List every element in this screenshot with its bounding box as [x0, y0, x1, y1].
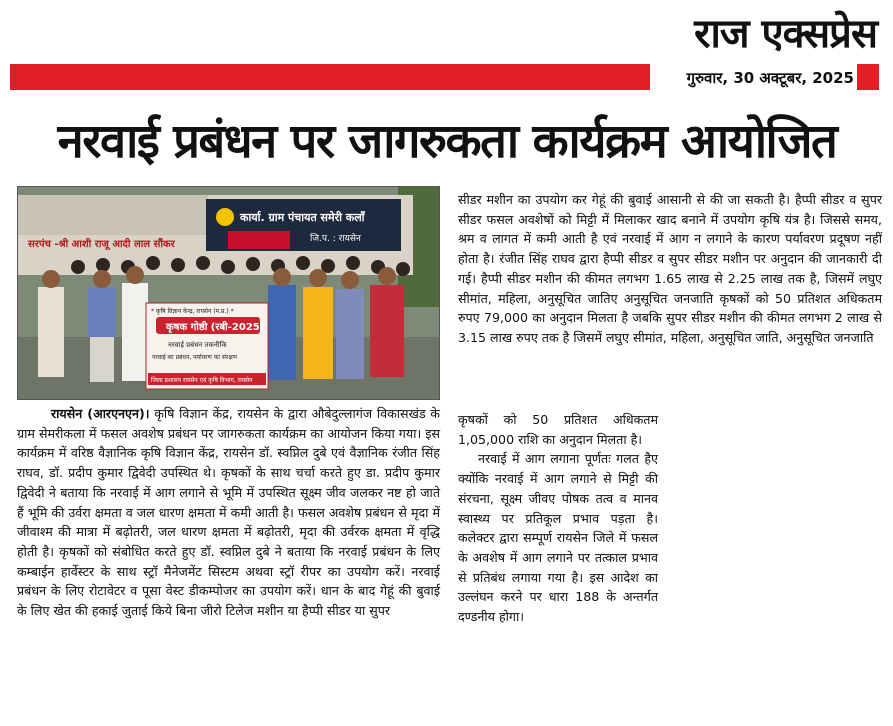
article-right-column-bottom: [458, 410, 658, 627]
article-subsidy-paragraph: कृषकों को 50 प्रतिशत अधिकतम 1,05,000 राशि का अनुदान मिलता है।: [458, 412, 658, 447]
article-left-text: कृषि विज्ञान केंद्र, रायसेन के द्वारा औबेदुल्लागंज विकासखंड के ग्राम सेमरीकला में फसल अवशेष प्रबंधन पर जागरुकता कार्यक्रम का आयोजन किया गया। इस कार्यक्रम में वरिष्ठ वैज्ञानिक कृषि विज्ञान केंद्र, रायसेन डॉ. स्वप्निल दुबे एवं वैज्ञानिक रंजीत सिंह राघव, डॉ. प्रदीप कुमार द्विवेदी उपस्थित थे। कृषकों के साथ चर्चा करते हुए डा. प्रदीप कुमार द्विवेदी ने बताया कि नरवाई में आग लगाने से भूमि में उपस्थित सूक्ष्म जीव जलकर नष्ट हो जाते हैं भूमि की उर्वरा क्षमता व जल धारण क्षमता में कमी आती है। फसल अवशेष प्रबंधन से मृदा में जीवाश्म की मात्रा में बढ़ोतरी, जल धारण क्षमता में बढ़ोतरी, मृदा की उर्वरक क्षमता में वृद्धि होती है। कृषकों को संबोधित करते हुए डॉ. स्वप्निल दुबे ने बताया कि नरवाई प्रबंधन के लिए कम्बाईन हार्वेस्टर के साथ स्ट्रॉ मैनेजमेंट सिस्टम अथवा स्ट्रॉ रीपर का उपयोग करें। नरवाई प्रबंधन के लिए रोटावेटर व पूसा वेस्ट डीकम्पोजर का उपयोग करें। धान के बाद गेहूं की बुवाई के लिए खेत की हकाई जुताई किये बिना जीरो टिलेज मशीन या हैप्पी सीडर या सुपर: [17, 406, 440, 619]
banner-title: कृषक गोष्ठी (रबी-2025): [166, 322, 265, 333]
article-photo: [17, 186, 440, 400]
masthead-logo: राज एक्सप्रेस: [694, 10, 877, 57]
building-sign-subtext: जि.प. : रायसेन: [310, 234, 361, 244]
article-left-column: [17, 404, 440, 621]
article-right-column-top: सीडर मशीन का उपयोग कर गेहूं की बुवाई आसानी से की जा सकती है। हैप्पी सीडर व सुपर सीडर फसल अवशेषों को मिट्टी में मिलाकर खाद बनाने में उपयोग कृषि यंत्र है। जिससे समय, श्रम व लागत में कमी आती है एवं नरवाई में आग न लगाने के कारण पर्यावरण प्रदूषण नहीं होता है। रंजीत सिंह राघव द्वारा हैप्पी सीडर व सुपर सीडर मशीन पर अनुदान की जानकारी दी गई। हैप्पी सीडर मशीन की कीमत लगभग 1.65 लाख से 2.25 लाख तक है, जिसमें लघुए सीमांत, महिला, अनुसूचित जातिए अनुसूचित जनजाति कृषकों को 50 प्रतिशत अधिकतम रुपए 79,000 का अनुदान मिलता है जबकि सुपर सीडर मशीन की कीमत लगभग 2 लाख से 3.15 लाख रुपए तक है जिसमें लघुए सीमांत, महिला, अनुसूचित जाति, अनुसूचित जनजाति: [458, 192, 882, 345]
article-dateline: रायसेन (आरएनएन)।: [51, 406, 150, 421]
red-rule-right: [857, 64, 879, 90]
issue-date: गुरुवार, 30 अक्टूबर, 2025: [686, 69, 854, 87]
article-headline: नरवाई प्रबंधन पर जागरुकता कार्यक्रम आयोजित: [57, 114, 837, 169]
wall-text: सरपंच -श्री आशी राजू आदी लाल सौंकर: [28, 239, 175, 250]
banner-footer: जिला प्रशासन रायसेन एवं कृषि विभाग, रायसेन: [151, 377, 253, 384]
banner-line-2: नरवाई का प्रबंधन, पर्यावरण का संरक्षण: [152, 354, 237, 361]
red-rule-left: [10, 64, 650, 90]
building-sign-text: कार्या. ग्राम पंचायत समेरी कलाँ: [240, 211, 365, 224]
banner-top-text: * कृषि विज्ञान केन्द्र, रायसेन (म.प्र.) *: [151, 308, 234, 315]
article-ban-paragraph: नरवाई में आग लगाना पूर्णतः गलत हैए क्योंकि नरवाई में आग लगाने से मिट्टी की संरचना, सूक्ष्म जीवए पोषक तत्व व मानव स्वास्थ्य पर प्रतिकूल प्रभाव पड़ता है। कलेक्टर द्वारा सम्पूर्ण रायसेन जिले में फसल के अवशेष में आग लगाने पर तत्काल प्रभाव से प्रतिबंध लगाया गया है। इस आदेश का उल्लंघन करने पर धारा 188 के अन्तर्गत दण्डनीय होगा।: [458, 451, 658, 625]
banner-line-1: नरवाई प्रबंधन तकनीकि: [168, 341, 227, 349]
